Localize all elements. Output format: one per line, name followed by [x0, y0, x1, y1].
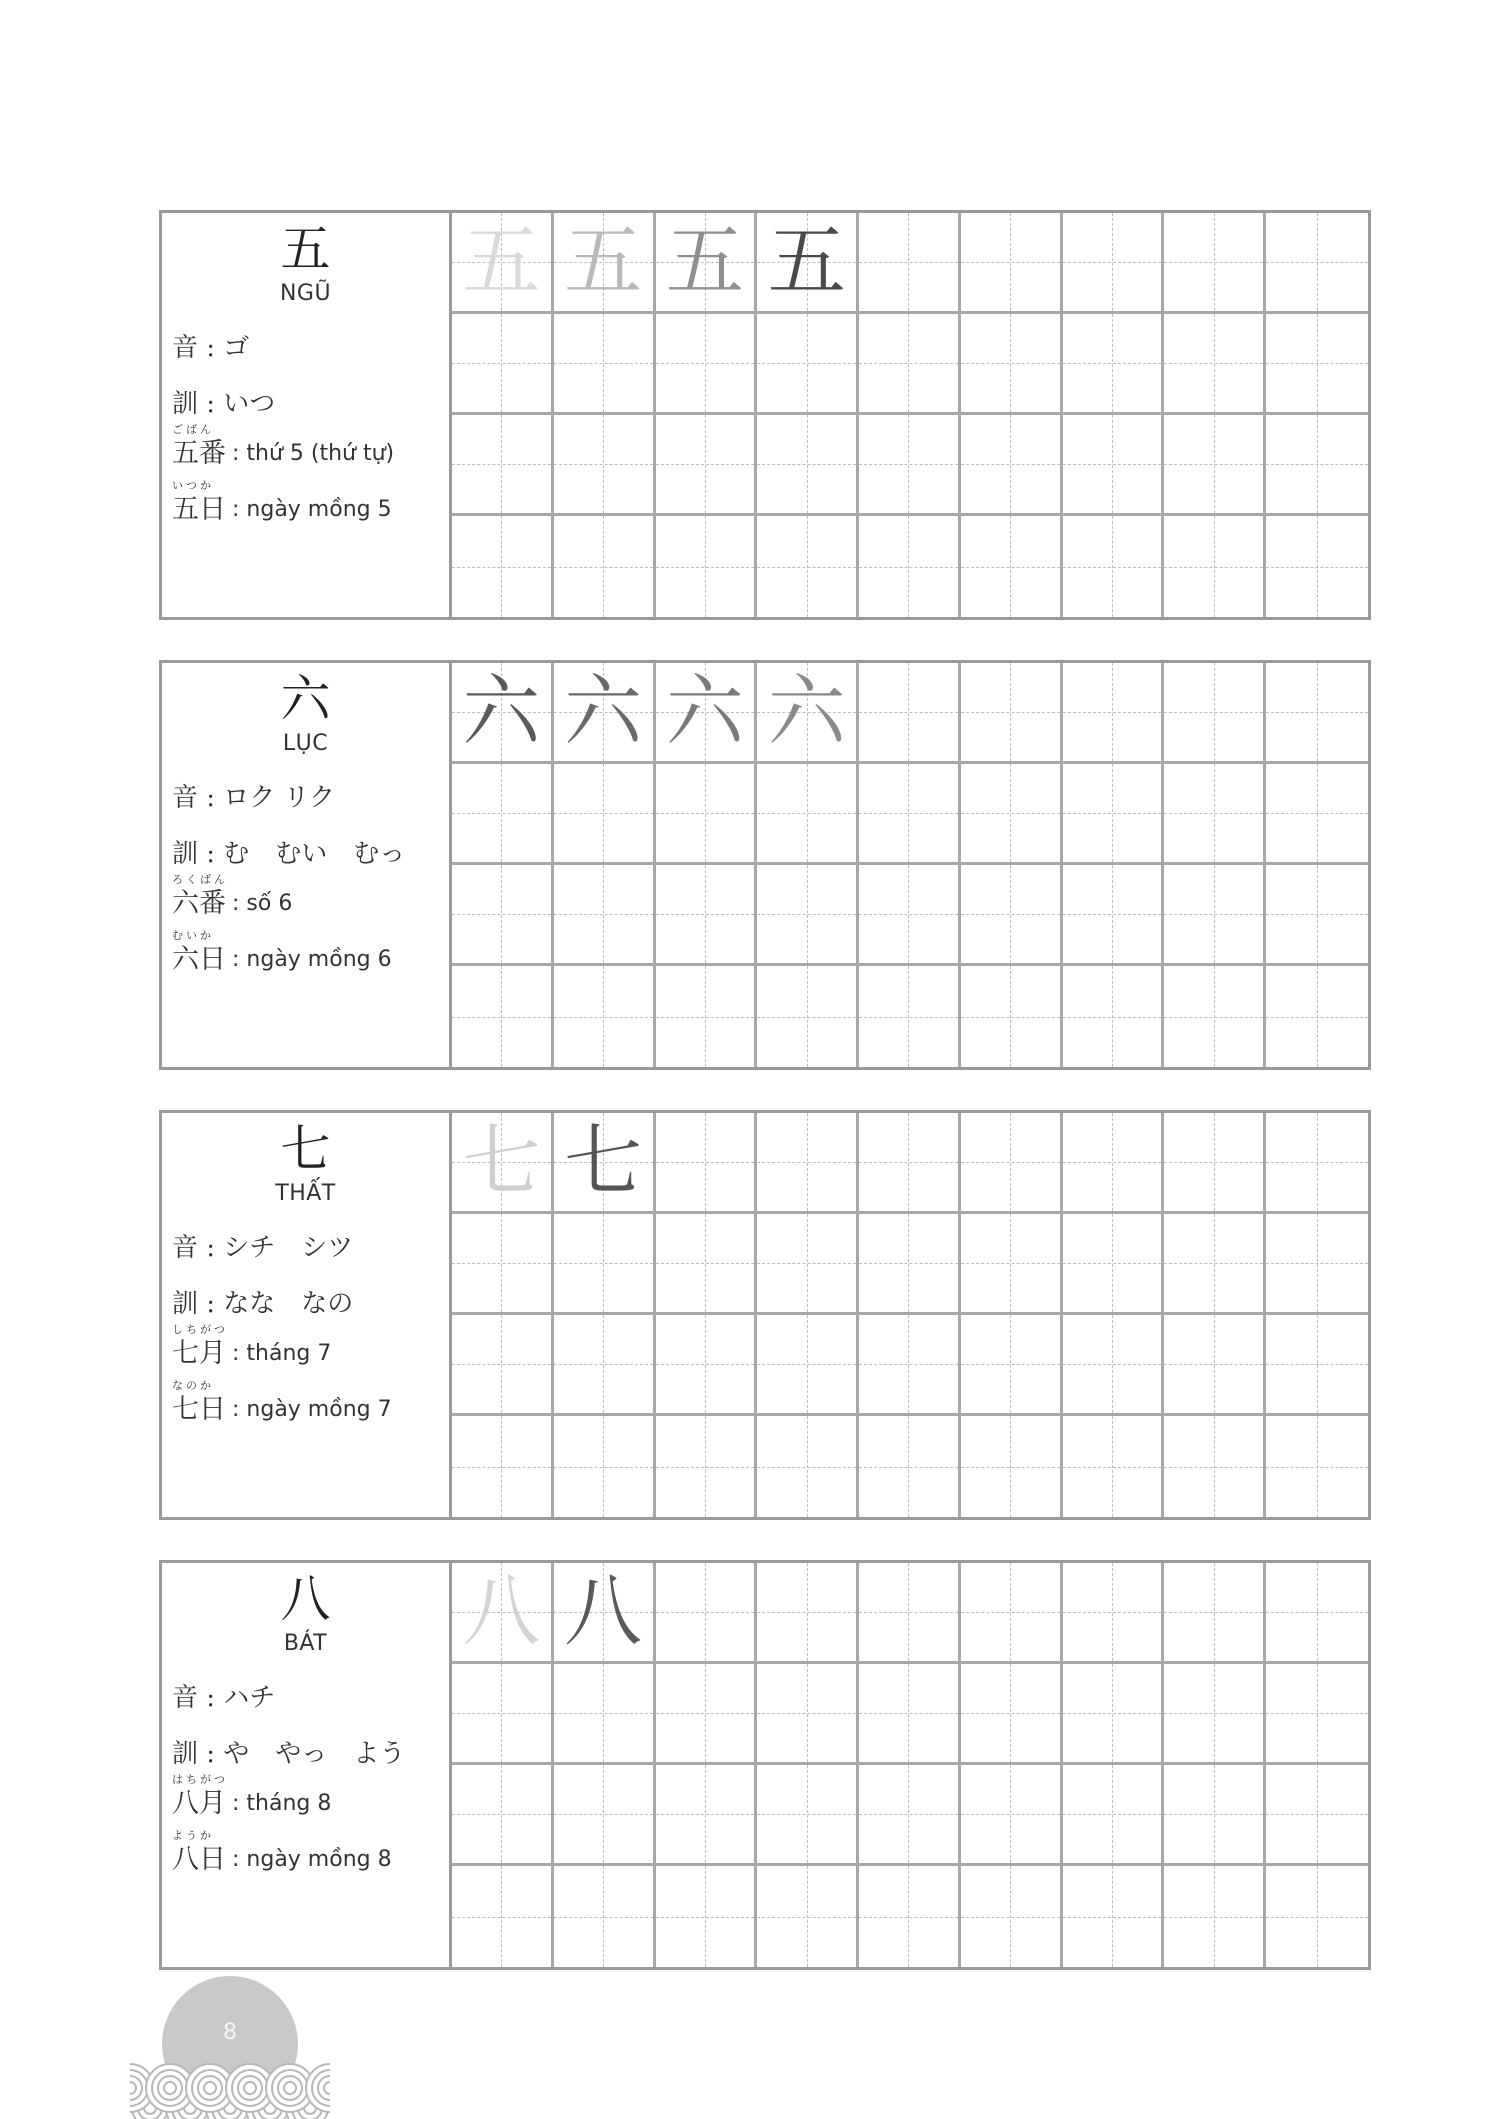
practice-cell[interactable] — [757, 1765, 859, 1866]
vocab-meaning: : ngày mồng 7 — [232, 1397, 392, 1422]
vocab-meaning: : tháng 8 — [232, 1791, 332, 1816]
practice-cell[interactable] — [452, 415, 554, 516]
practice-cell[interactable] — [1063, 213, 1165, 314]
practice-cell[interactable] — [961, 1563, 1063, 1664]
sino-vietnamese-reading: THẤT — [275, 1181, 336, 1206]
practice-cell[interactable] — [859, 1113, 961, 1214]
furigana: ごばん — [172, 423, 214, 436]
practice-cell[interactable] — [757, 1563, 859, 1664]
practice-cell[interactable] — [452, 1315, 554, 1416]
practice-cell[interactable] — [1164, 764, 1266, 865]
practice-cell[interactable] — [554, 1315, 656, 1416]
kanji-card — [159, 1560, 1371, 1970]
practice-cell[interactable] — [1063, 1416, 1165, 1517]
practice-cell[interactable] — [656, 516, 758, 617]
practice-cell[interactable] — [757, 1664, 859, 1765]
practice-cell[interactable] — [859, 213, 961, 314]
practice-cell[interactable] — [452, 213, 554, 314]
vocab-meaning: : ngày mồng 6 — [232, 947, 392, 972]
on-reading: 音 : ロク リク — [172, 783, 336, 813]
practice-cell[interactable] — [452, 966, 554, 1067]
kun-reading: 訓 : や やっ よう — [172, 1739, 406, 1769]
practice-cell[interactable] — [757, 663, 859, 764]
vocab-word: むいか 六日 — [172, 929, 226, 975]
practice-cell[interactable] — [757, 1214, 859, 1315]
trace-character: 五 — [564, 217, 643, 307]
practice-cell[interactable] — [1164, 1765, 1266, 1866]
sino-vietnamese-reading: BÁT — [283, 1631, 328, 1656]
practice-cell[interactable] — [452, 1765, 554, 1866]
practice-cell[interactable] — [452, 1664, 554, 1765]
kanji-card — [159, 660, 1371, 1070]
practice-cell[interactable] — [1266, 1664, 1368, 1765]
trace-character: 五 — [767, 217, 846, 307]
practice-cell[interactable] — [554, 516, 656, 617]
practice-cell[interactable] — [757, 1866, 859, 1967]
practice-cell[interactable] — [1063, 865, 1165, 966]
vocab-word: しちがつ 七月 — [172, 1323, 228, 1369]
vocab-word: ろくばん 六番 — [172, 873, 228, 919]
kanji-info-panel — [162, 1563, 452, 1967]
practice-cell[interactable] — [1266, 516, 1368, 617]
furigana: むいか — [172, 929, 214, 942]
practice-cell[interactable] — [656, 966, 758, 1067]
practice-cell[interactable] — [452, 1113, 554, 1214]
practice-cell[interactable] — [1063, 966, 1165, 1067]
practice-cell[interactable] — [859, 314, 961, 415]
practice-cell[interactable] — [656, 764, 758, 865]
practice-cell[interactable] — [1266, 1214, 1368, 1315]
practice-cell[interactable] — [757, 1113, 859, 1214]
sino-vietnamese-reading: NGŨ — [279, 281, 332, 306]
practice-cell[interactable] — [1063, 1113, 1165, 1214]
kanji-info-panel — [162, 1113, 452, 1517]
practice-cell[interactable] — [554, 1113, 656, 1214]
practice-grid — [452, 213, 1368, 617]
trace-character: 六 — [665, 667, 744, 757]
practice-cell[interactable] — [757, 516, 859, 617]
practice-cell[interactable] — [554, 966, 656, 1067]
vocab-meaning: : thứ 5 (thứ tự) — [232, 441, 395, 466]
practice-cell[interactable] — [656, 415, 758, 516]
kanji-card — [159, 1110, 1371, 1520]
practice-cell[interactable] — [452, 1214, 554, 1315]
practice-cell[interactable] — [656, 1214, 758, 1315]
practice-cell[interactable] — [961, 1866, 1063, 1967]
practice-cell[interactable] — [757, 865, 859, 966]
trace-character: 五 — [665, 217, 744, 307]
practice-cell[interactable] — [1063, 415, 1165, 516]
practice-cell[interactable] — [961, 1214, 1063, 1315]
practice-cell[interactable] — [452, 1416, 554, 1517]
trace-character: 七 — [564, 1117, 643, 1207]
practice-cell[interactable] — [859, 865, 961, 966]
kanji-card — [159, 210, 1371, 620]
practice-grid — [452, 1113, 1368, 1517]
trace-character: 六 — [564, 667, 643, 757]
practice-cell[interactable] — [961, 1765, 1063, 1866]
practice-cell[interactable] — [452, 865, 554, 966]
practice-cell[interactable] — [656, 1113, 758, 1214]
practice-cell[interactable] — [757, 1315, 859, 1416]
practice-cell[interactable] — [859, 1416, 961, 1517]
practice-cell[interactable] — [859, 1765, 961, 1866]
practice-cell[interactable] — [554, 764, 656, 865]
on-reading: 音 : ハチ — [172, 1683, 276, 1713]
practice-cell[interactable] — [961, 1416, 1063, 1517]
practice-cell[interactable] — [656, 1664, 758, 1765]
practice-cell[interactable] — [554, 1563, 656, 1664]
practice-cell[interactable] — [656, 1315, 758, 1416]
practice-cell[interactable] — [1063, 1765, 1165, 1866]
vocab-item — [172, 1325, 331, 1369]
kanji-info-panel — [162, 663, 452, 1067]
practice-cell[interactable] — [961, 764, 1063, 865]
practice-cell[interactable] — [757, 1416, 859, 1517]
practice-cell[interactable] — [1164, 966, 1266, 1067]
practice-cell[interactable] — [859, 1214, 961, 1315]
practice-cell[interactable] — [757, 415, 859, 516]
practice-cell[interactable] — [1063, 1214, 1165, 1315]
kanji-character: 八 — [280, 1570, 331, 1628]
practice-cell[interactable] — [859, 1664, 961, 1765]
vocab-item — [172, 931, 392, 975]
practice-cell[interactable] — [1063, 1866, 1165, 1967]
practice-cell[interactable] — [1266, 1416, 1368, 1517]
practice-cell[interactable] — [452, 1563, 554, 1664]
practice-cell[interactable] — [656, 314, 758, 415]
kanji-info-panel — [162, 213, 452, 617]
practice-cell[interactable] — [1164, 1563, 1266, 1664]
kun-reading: 訓 : なな なの — [172, 1289, 354, 1319]
practice-cell[interactable] — [961, 1113, 1063, 1214]
practice-cell[interactable] — [656, 865, 758, 966]
practice-cell[interactable] — [554, 415, 656, 516]
furigana: いつか — [172, 479, 214, 492]
kanji-character: 五 — [280, 220, 331, 278]
practice-cell[interactable] — [1164, 865, 1266, 966]
page-number: 8 — [223, 2020, 237, 2045]
on-reading: 音 : ゴ — [172, 333, 250, 363]
practice-cell[interactable] — [859, 764, 961, 865]
practice-cell[interactable] — [554, 663, 656, 764]
practice-cell[interactable] — [1164, 1315, 1266, 1416]
vocab-meaning: : số 6 — [232, 891, 293, 916]
practice-cell[interactable] — [656, 663, 758, 764]
trace-character: 六 — [767, 667, 846, 757]
kanji-character: 七 — [280, 1120, 331, 1178]
trace-character: 五 — [462, 217, 541, 307]
vocab-word: はちがつ 八月 — [172, 1773, 228, 1819]
practice-cell[interactable] — [859, 1866, 961, 1967]
practice-cell[interactable] — [452, 1866, 554, 1967]
vocab-item — [172, 1381, 392, 1425]
vocab-meaning: : ngày mồng 8 — [232, 1847, 392, 1872]
furigana: ろくばん — [172, 873, 228, 886]
practice-cell[interactable] — [554, 213, 656, 314]
practice-cell[interactable] — [554, 1214, 656, 1315]
practice-cell[interactable] — [1063, 314, 1165, 415]
practice-cell[interactable] — [1063, 764, 1165, 865]
practice-cell[interactable] — [757, 764, 859, 865]
practice-cell[interactable] — [1266, 1563, 1368, 1664]
kanji-character: 六 — [280, 670, 331, 728]
practice-cell[interactable] — [1266, 1866, 1368, 1967]
practice-cell[interactable] — [656, 1563, 758, 1664]
on-reading: 音 : シチ シツ — [172, 1233, 354, 1263]
practice-cell[interactable] — [859, 516, 961, 617]
vocab-item — [172, 425, 394, 469]
practice-cell[interactable] — [452, 516, 554, 617]
practice-cell[interactable] — [961, 213, 1063, 314]
practice-cell[interactable] — [961, 314, 1063, 415]
practice-cell[interactable] — [1063, 1315, 1165, 1416]
vocab-meaning: : tháng 7 — [232, 1341, 332, 1366]
practice-cell[interactable] — [1164, 415, 1266, 516]
vocab-word: ようか 八日 — [172, 1829, 226, 1875]
practice-cell[interactable] — [554, 314, 656, 415]
practice-cell[interactable] — [554, 1664, 656, 1765]
practice-cell[interactable] — [859, 1315, 961, 1416]
practice-cell[interactable] — [1266, 966, 1368, 1067]
practice-cell[interactable] — [859, 966, 961, 1067]
practice-cell[interactable] — [554, 865, 656, 966]
practice-cell[interactable] — [1266, 213, 1368, 314]
trace-character: 八 — [564, 1567, 643, 1657]
practice-cell[interactable] — [961, 966, 1063, 1067]
furigana: ようか — [172, 1829, 214, 1842]
sino-vietnamese-reading: LỤC — [282, 731, 329, 756]
practice-cell[interactable] — [1266, 1315, 1368, 1416]
practice-cell[interactable] — [859, 663, 961, 764]
practice-cell[interactable] — [757, 966, 859, 1067]
vocab-meaning: : ngày mồng 5 — [232, 497, 392, 522]
practice-cell[interactable] — [1266, 663, 1368, 764]
practice-cell[interactable] — [554, 1765, 656, 1866]
practice-cell[interactable] — [656, 1866, 758, 1967]
practice-cell[interactable] — [961, 1664, 1063, 1765]
practice-cell[interactable] — [452, 314, 554, 415]
practice-cell[interactable] — [554, 1866, 656, 1967]
furigana: しちがつ — [172, 1323, 228, 1336]
trace-character: 八 — [462, 1567, 541, 1657]
furigana: はちがつ — [172, 1773, 228, 1786]
practice-cell[interactable] — [656, 1416, 758, 1517]
practice-cell[interactable] — [1164, 663, 1266, 764]
practice-cell[interactable] — [961, 865, 1063, 966]
practice-cell[interactable] — [1063, 1563, 1165, 1664]
practice-cell[interactable] — [1266, 314, 1368, 415]
practice-cell[interactable] — [1164, 1214, 1266, 1315]
practice-cell[interactable] — [1164, 1416, 1266, 1517]
practice-cell[interactable] — [1063, 516, 1165, 617]
vocab-item — [172, 875, 292, 919]
practice-grid — [452, 663, 1368, 1067]
practice-cell[interactable] — [656, 213, 758, 314]
practice-cell[interactable] — [1266, 415, 1368, 516]
vocab-word: ごばん 五番 — [172, 423, 226, 469]
trace-character: 六 — [462, 667, 541, 757]
vocab-item — [172, 1831, 392, 1875]
vocab-item — [172, 1775, 331, 1819]
practice-cell[interactable] — [1164, 516, 1266, 617]
practice-cell[interactable] — [757, 213, 859, 314]
practice-cell[interactable] — [1063, 663, 1165, 764]
vocab-word: いつか 五日 — [172, 479, 226, 525]
practice-cell[interactable] — [1266, 764, 1368, 865]
seigaiha-wave-decoration — [130, 2050, 330, 2119]
practice-cell[interactable] — [452, 663, 554, 764]
practice-cell[interactable] — [859, 415, 961, 516]
practice-cell[interactable] — [452, 764, 554, 865]
practice-cell[interactable] — [961, 1315, 1063, 1416]
practice-cell[interactable] — [1164, 213, 1266, 314]
practice-cell[interactable] — [1266, 1765, 1368, 1866]
practice-cell[interactable] — [1266, 865, 1368, 966]
kun-reading: 訓 : む むい むっ — [172, 839, 406, 869]
practice-cell[interactable] — [1164, 314, 1266, 415]
practice-cell[interactable] — [1164, 1113, 1266, 1214]
practice-cell[interactable] — [1164, 1866, 1266, 1967]
practice-cell[interactable] — [961, 663, 1063, 764]
practice-cell[interactable] — [961, 415, 1063, 516]
practice-cell[interactable] — [656, 1765, 758, 1866]
practice-cell[interactable] — [961, 516, 1063, 617]
kun-reading: 訓 : いつ — [172, 389, 276, 419]
trace-character: 七 — [462, 1117, 541, 1207]
furigana: なのか — [172, 1379, 214, 1392]
practice-cell[interactable] — [1063, 1664, 1165, 1765]
practice-cell[interactable] — [1266, 1113, 1368, 1214]
practice-cell[interactable] — [1164, 1664, 1266, 1765]
practice-grid — [452, 1563, 1368, 1967]
practice-cell[interactable] — [859, 1563, 961, 1664]
vocab-word: なのか 七日 — [172, 1379, 226, 1425]
practice-cell[interactable] — [757, 314, 859, 415]
vocab-item — [172, 481, 392, 525]
practice-cell[interactable] — [554, 1416, 656, 1517]
